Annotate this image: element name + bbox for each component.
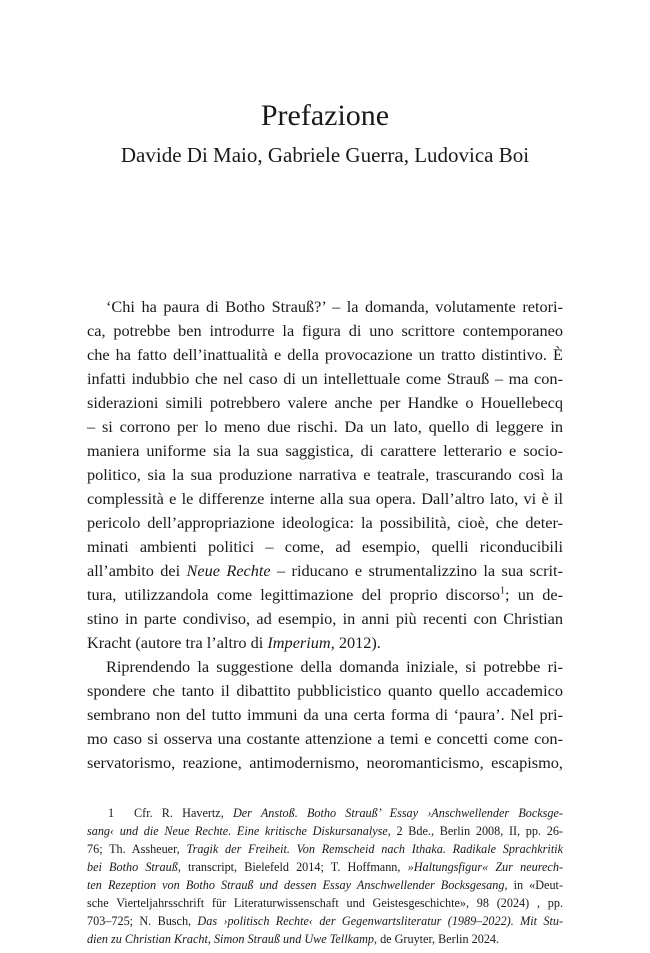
footnote-number: 1 — [108, 806, 115, 820]
text-run: , in «Deut- — [504, 878, 564, 892]
italic-run: sang‹ und die Neue Rechte. Eine kritische Diskursanalyse — [87, 824, 388, 838]
text-line: mo caso si osserva una costante attenzione a temi e concetti come con- — [87, 729, 563, 748]
text-run: ; un de- — [505, 585, 564, 604]
text-line: spondere che tanto il dibattito pubblicistico quanto quello accademico — [87, 681, 563, 700]
text-run: 703–725; N. Busch, — [87, 914, 198, 928]
italic-term: Neue Rechte — [186, 561, 271, 580]
authors: Davide Di Maio, Gabriele Guerra, Ludovica Boi — [120, 143, 530, 167]
text-line: siderazioni simili potrebbero valere anche per Handke o Houellebecq — [87, 393, 563, 412]
italic-run: Tragik der Freiheit. Von Remscheid nach Ithaka. Radikale Sprachkritik — [186, 842, 563, 856]
footnote-line: sche Vierteljahrsschrift für Literaturwissenschaft und Geistesgeschichte», 98 (2024) , pp. — [87, 896, 563, 910]
text-line — [87, 631, 563, 655]
text-line: minati ambienti politici – come, ad esempio, quelli riconducibili — [87, 537, 563, 556]
text-run: , 2012). — [330, 633, 381, 652]
footnote-line — [87, 858, 563, 876]
text-run: – riducano e strumentalizzino la sua scrit- — [270, 561, 564, 580]
italic-title: Imperium — [267, 633, 331, 652]
text-line: sembrano non del tutto immuni da una certa forma di ‘paura’. Nel pri- — [87, 705, 563, 724]
text-line: complessità e le differenze interne alla sua opera. Dall’altro lato, vi è il — [87, 489, 563, 508]
footnote-line — [87, 822, 563, 840]
italic-run: dien zu Christian Kracht, Simon Strauß und Uwe Tellkamp — [87, 932, 374, 946]
italic-run: ten Rezeption von Botho Strauß und dessen Essay Anschwellender Bocksgesang — [87, 878, 505, 892]
footnote-line — [87, 912, 563, 930]
text-line: Riprendendo la suggestione della domanda iniziale, si potrebbe ri- — [106, 657, 563, 676]
footnote-line — [87, 840, 563, 858]
footnote-line — [108, 804, 563, 822]
text-run: tura, utilizzandola come legittimazione del proprio discorso — [87, 585, 501, 604]
text-run: , 2 Bde., Berlin 2008, II, pp. 26- — [387, 824, 563, 838]
text-run: , de Gruyter, Berlin 2024. — [373, 932, 500, 946]
text-line: – si corrono per lo meno due rischi. Da un lato, quello di leggere in — [87, 417, 563, 436]
italic-run: »Haltungsfigur« Zur neurech- — [407, 860, 563, 874]
text-line: politico, sia la sua produzione narrativa e teatrale, trascurando così la — [87, 465, 563, 484]
footnote-line — [87, 876, 563, 894]
text-run: Cfr. R. Havertz, — [134, 806, 233, 820]
text-line — [87, 559, 563, 583]
text-run: Kracht (autore tra l’altro di — [87, 633, 268, 652]
text-line: pericolo dell’appropriazione ideologica: la possibilità, cioè, che deter- — [87, 513, 563, 532]
italic-run: Der Anstoß. Botho Strauß’ Essay ›Anschwellender Bocksge- — [232, 806, 563, 820]
italic-run: Das ›politisch Rechte‹ der Gegenwartsliteratur (1989–2022). Mit Stu- — [197, 914, 563, 928]
footnote-line — [87, 930, 563, 948]
text-run: all’ambito dei — [87, 561, 187, 580]
italic-run: bei Botho Strauß — [87, 860, 178, 874]
text-line: servatorismo, reazione, antimodernismo, neoromanticismo, escapismo, — [87, 753, 563, 772]
text-line — [87, 583, 563, 607]
page-title: Prefazione — [260, 99, 390, 132]
text-run: , transcript, Bielefeld 2014; T. Hoffmann, — [177, 860, 408, 874]
text-line: maniera uniforme sia la sua saggistica, di carattere letterario e socio- — [87, 441, 563, 460]
footnote-ref[interactable]: 1 — [500, 585, 506, 597]
text-line: ‘Chi ha paura di Botho Strauß?’ – la domanda, volutamente retori- — [106, 297, 563, 316]
text-run: 76; Th. Assheuer, — [87, 842, 187, 856]
text-line: ca, potrebbe ben introdurre la figura di uno scrittore contemporaneo — [87, 321, 563, 340]
text-line: infatti indubbio che nel caso di un intellettuale come Strauß – ma con- — [87, 369, 563, 388]
text-line: stino in parte condiviso, ad esempio, in anni più recenti con Christian — [87, 609, 563, 628]
text-line: che ha fatto dell’inattualità e della provocazione un tratto distintivo. È — [87, 345, 563, 364]
